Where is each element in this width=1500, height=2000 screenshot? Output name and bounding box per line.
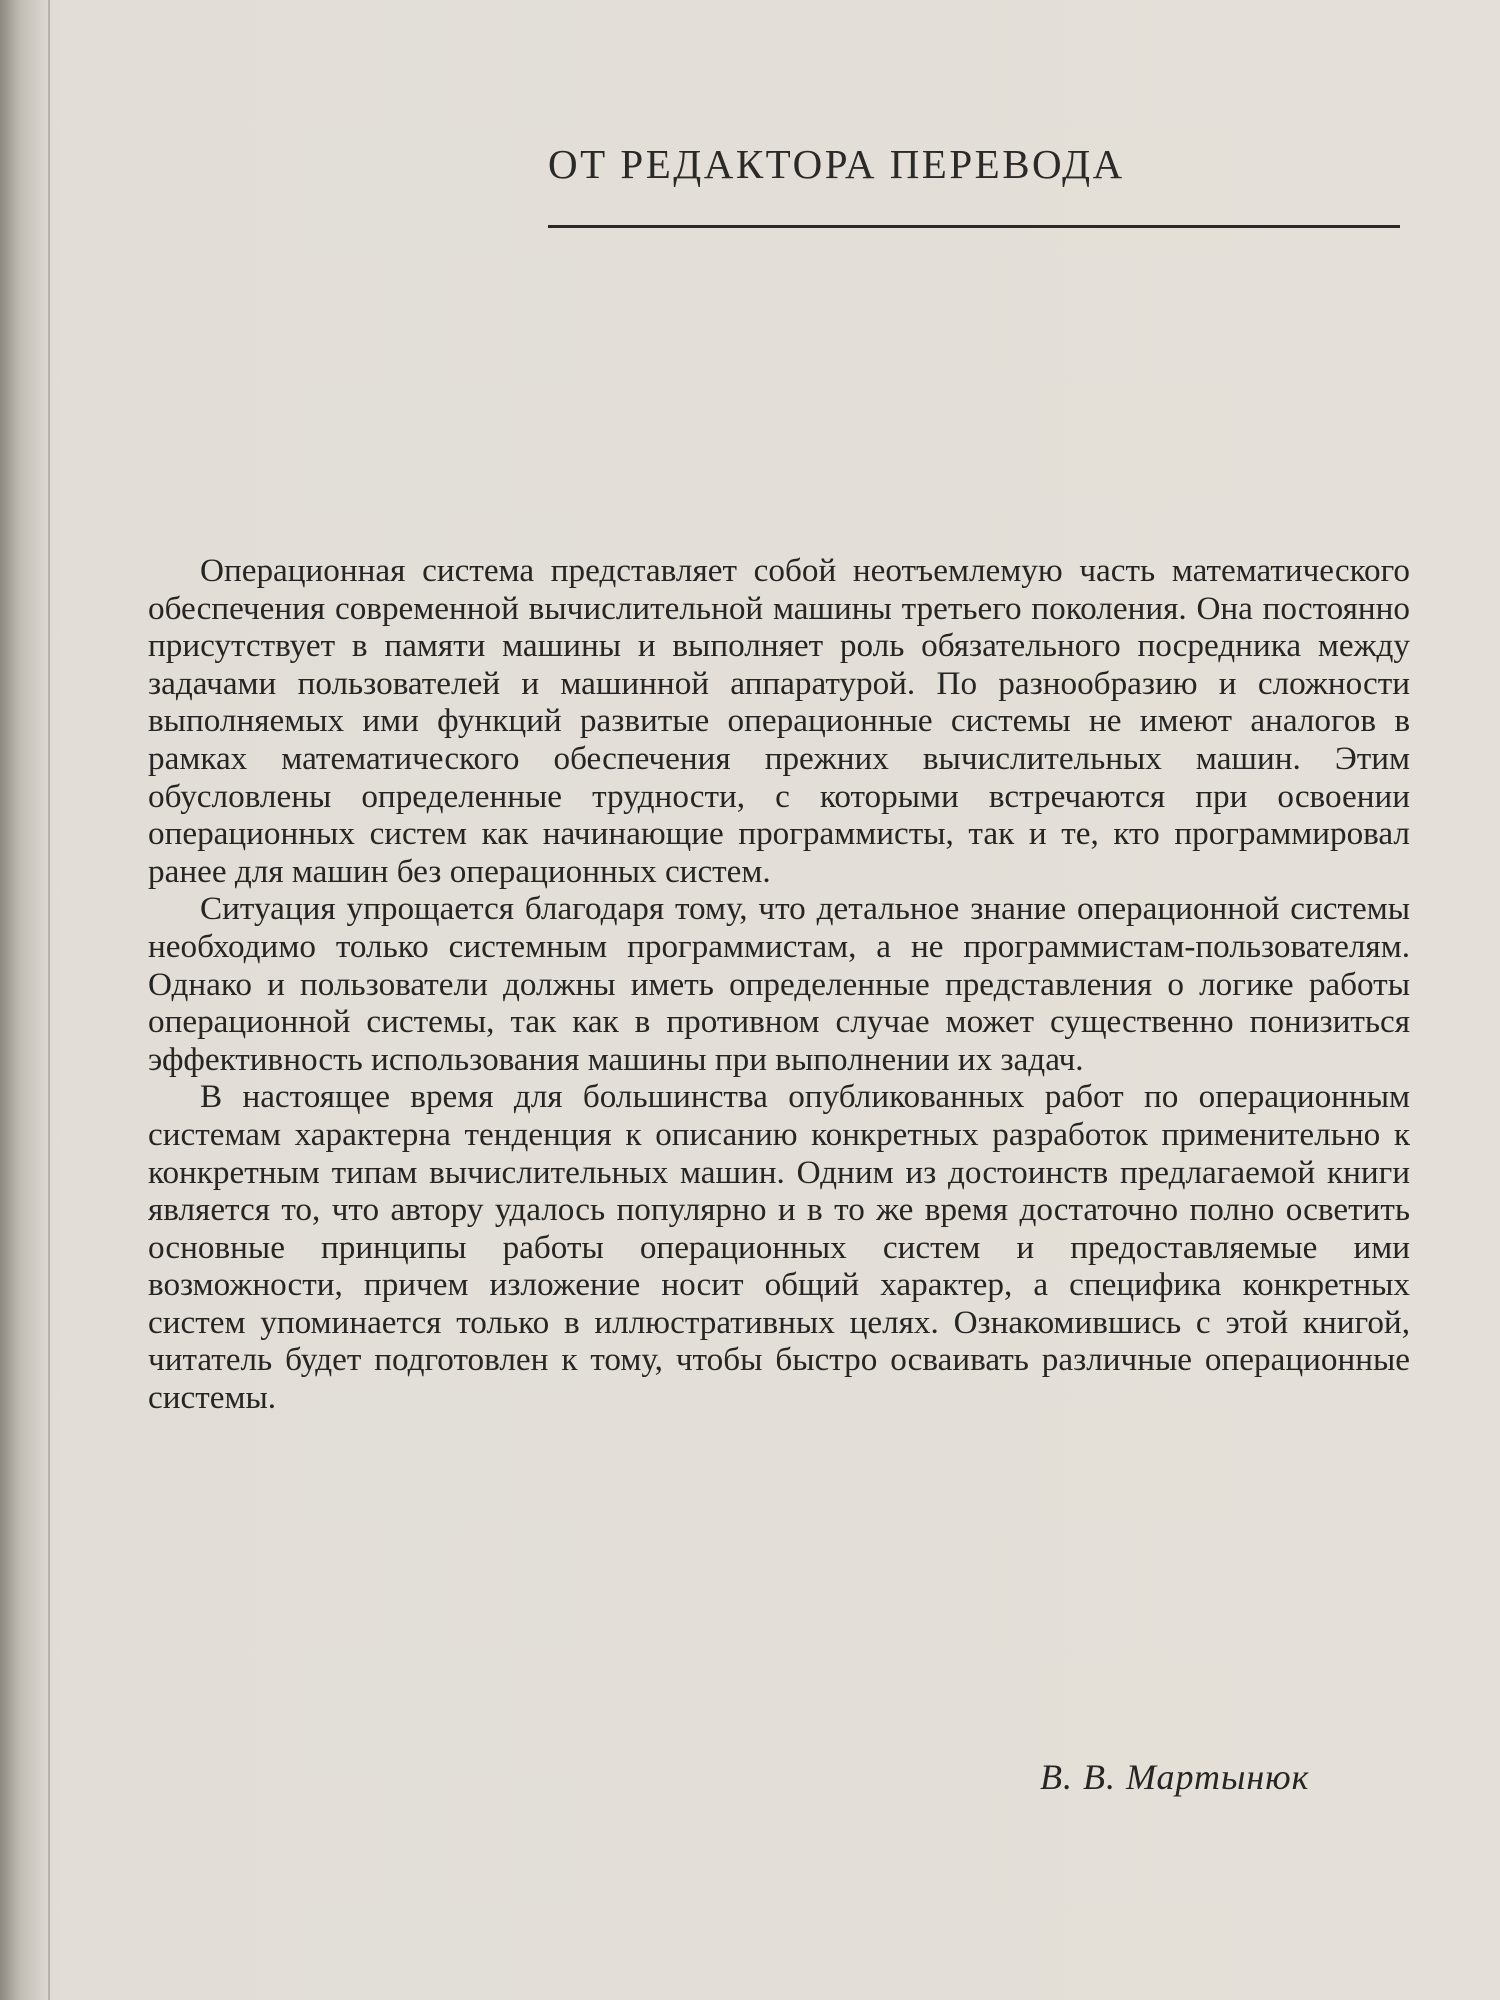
paragraph-1: Операционная система представляет собой неотъемлемую часть математического обеспечения современной вычислительной машины третьего поколения. Она постоянно присутствует в памяти машины и выполняет роль обязательного посредника между задачами пользователей и машинной аппаратурой. По разнообразию и сложности выполняемых ими функций развитые операционные системы не имеют аналогов в рамках математического обеспечения прежних вычислительных машин. Этим обусловлены определенные трудности, с которыми встречаются при освоении операционных систем как начинающие программисты, так и те, кто программировал ранее для машин без операционных систем. — [148, 552, 1410, 890]
editor-signature: В. В. Мартынюк — [1040, 1757, 1310, 1797]
editor-preface-text — [148, 552, 1410, 1417]
paragraph-2: Ситуация упрощается благодаря тому, что детальное знание операционной системы необходимо только системным программистам, а не программистам-пользователям. Однако и пользователи должны иметь определенные представления о логике работы операционной системы, так как в противном случае может существенно понизиться эффективность использования машины при выполнении их задач. — [148, 890, 1410, 1078]
book-gutter-shadow — [0, 0, 52, 2000]
page-edge — [48, 0, 50, 2000]
paragraph-3: В настоящее время для большинства опубликованных работ по операционным системам характерна тенденция к описанию конкретных разработок применительно к конкретным типам вычислительных машин. Одним из достоинств предлагаемой книги является то, что автору удалось популярно и в то же время достаточно полно осветить основные принципы работы операционных систем и предоставляемые ими возможности, причем изложение носит общий характер, а специфика конкретных систем упоминается только в иллюстративных целях. Ознакомившись с этой книгой, читатель будет подготовлен к тому, чтобы быстро осваивать различные операционные системы. — [148, 1078, 1410, 1417]
title-underline-rule — [548, 225, 1400, 228]
page-title: ОТ РЕДАКТОРА ПЕРЕВОДА — [548, 141, 1125, 187]
